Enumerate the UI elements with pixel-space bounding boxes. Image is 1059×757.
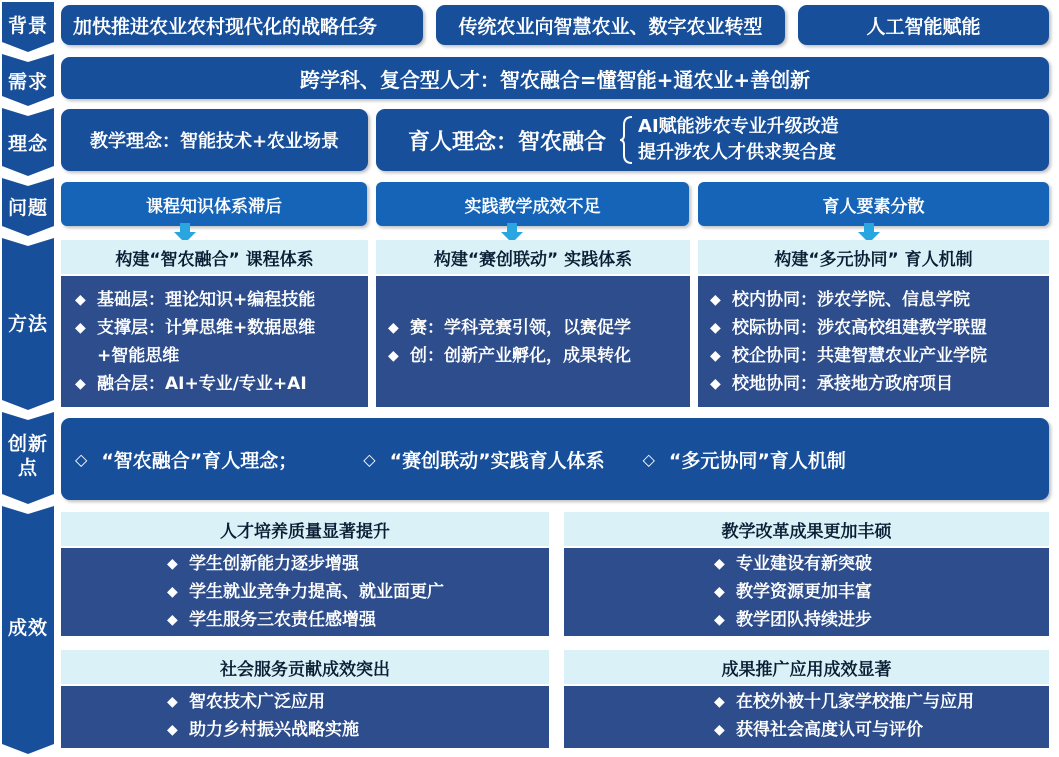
sidebar-label-outcome: 成效 xyxy=(7,617,48,639)
problem-box-1 xyxy=(61,182,367,226)
method-title-1 xyxy=(61,240,368,274)
outcome-item-text: 智农技术广泛应用 xyxy=(189,692,325,712)
problem-text-2: 实践教学成效不足 xyxy=(464,196,601,217)
method-item xyxy=(710,286,1049,314)
education-concept-text: 育人理念：智农融合 xyxy=(408,129,607,155)
sidebar-label-problem: 问题 xyxy=(7,197,48,219)
method-title-text-1: 构建“智农融合” 课程体系 xyxy=(115,249,314,270)
method-item xyxy=(388,342,690,370)
diamond-bullet-icon: ◆ xyxy=(710,292,721,308)
hollow-diamond-icon: ◇ xyxy=(642,449,655,469)
method-title-2 xyxy=(376,240,690,274)
diamond-bullet-icon: ◆ xyxy=(167,694,178,710)
innovation-box xyxy=(61,418,1049,500)
outcome-item xyxy=(714,578,1049,606)
sidebar-label-innovation: 创新点 xyxy=(8,433,49,479)
method-item xyxy=(75,286,368,314)
education-concept-sub-1: AI赋能涉农专业升级改造 xyxy=(638,116,839,137)
diamond-bullet-icon: ◆ xyxy=(167,722,178,738)
problem-text-3: 育人要素分散 xyxy=(822,196,925,217)
diamond-bullet-icon: ◆ xyxy=(75,292,86,308)
background-text-2: 传统农业向智慧农业、数字农业转型 xyxy=(458,15,763,38)
diamond-bullet-icon: ◆ xyxy=(714,722,725,738)
method-item-text: 支撑层：计算思维+数据思维 xyxy=(97,318,316,338)
background-box-3 xyxy=(798,5,1049,45)
outcome-item xyxy=(167,578,549,606)
method-body-2 xyxy=(376,276,690,407)
sidebar-label-concept: 理念 xyxy=(7,133,48,155)
innovation-item-1: “智农融合”育人理念； xyxy=(101,449,298,472)
outcome-body-4 xyxy=(564,686,1049,748)
sidebar-label-method: 方法 xyxy=(7,313,48,335)
diamond-bullet-icon: ◆ xyxy=(710,376,721,392)
sidebar-demand xyxy=(2,54,54,106)
method-item xyxy=(710,370,1049,398)
outcome-body-1 xyxy=(61,548,549,636)
outcome-body-2 xyxy=(564,548,1049,636)
outcome-item-text: 专业建设有新突破 xyxy=(736,554,872,574)
diamond-bullet-icon: ◆ xyxy=(714,694,725,710)
outcome-item-text: 学生就业竞争力提高、就业面更广 xyxy=(189,582,444,602)
sidebar-label-demand: 需求 xyxy=(7,71,48,93)
diamond-bullet-icon: ◆ xyxy=(388,348,399,364)
sidebar-background xyxy=(2,2,54,52)
diamond-bullet-icon: ◆ xyxy=(167,612,178,628)
method-item-text: +智能思维 xyxy=(97,346,180,366)
background-box-2 xyxy=(436,5,785,45)
outcome-item-text: 教学团队持续进步 xyxy=(736,610,872,630)
diamond-bullet-icon: ◆ xyxy=(388,320,399,336)
method-body-3 xyxy=(698,276,1049,407)
teaching-concept-box xyxy=(61,109,368,171)
brace-icon xyxy=(620,115,634,165)
outcome-item xyxy=(167,716,549,744)
problem-box-2 xyxy=(376,182,689,226)
method-title-text-2: 构建“赛创联动” 实践体系 xyxy=(433,249,633,270)
diamond-bullet-icon: ◆ xyxy=(710,320,721,336)
outcome-item xyxy=(167,688,549,716)
diamond-bullet-icon: ◆ xyxy=(167,584,178,600)
outcome-title-text-4: 成果推广应用成效显著 xyxy=(721,659,892,680)
method-item-text: 赛：学科竞赛引领，以赛促学 xyxy=(410,318,631,338)
outcome-title-text-2: 教学改革成果更加丰硕 xyxy=(721,521,892,542)
education-concept-sub-2: 提升涉农人才供求契合度 xyxy=(638,142,837,163)
method-item xyxy=(710,342,1049,370)
outcome-title-1 xyxy=(61,512,549,546)
outcome-item-text: 助力乡村振兴战略实施 xyxy=(189,720,359,740)
outcome-item-text: 在校外被十几家学校推广与应用 xyxy=(736,692,974,712)
innovation-item-2: “赛创联动”实践育人体系 xyxy=(389,449,605,472)
diamond-bullet-icon: ◆ xyxy=(75,376,86,392)
outcome-item-text: 学生创新能力逐步增强 xyxy=(189,554,359,574)
method-item-text: 基础层：理论知识+编程技能 xyxy=(97,290,316,310)
diamond-bullet-icon: ◆ xyxy=(714,556,725,572)
outcome-item-text: 获得社会高度认可与评价 xyxy=(736,720,923,740)
outcome-title-3 xyxy=(61,650,549,684)
diamond-bullet-icon: ◆ xyxy=(714,612,725,628)
method-item-text: 创：创新产业孵化，成果转化 xyxy=(410,346,631,366)
problem-box-3 xyxy=(698,182,1049,226)
innovation-item-3: “多元协同”育人机制 xyxy=(668,449,846,472)
method-item-text: 校地协同：承接地方政府项目 xyxy=(732,374,953,394)
diamond-bullet-icon: ◆ xyxy=(710,348,721,364)
demand-box xyxy=(61,57,1049,99)
education-concept-box xyxy=(376,109,1049,171)
method-item-text: 校内协同：涉农学院、信息学院 xyxy=(732,290,970,310)
outcome-item-text: 教学资源更加丰富 xyxy=(736,582,872,602)
method-title-3 xyxy=(698,240,1049,274)
sidebar-innovation xyxy=(2,412,54,504)
method-item-continuation xyxy=(75,342,368,370)
method-body-1 xyxy=(61,276,368,407)
hollow-diamond-icon: ◇ xyxy=(363,449,376,469)
outcome-item xyxy=(714,606,1049,634)
background-box-1 xyxy=(61,5,423,45)
outcome-title-text-1: 人才培养质量显著提升 xyxy=(220,521,390,542)
background-text-3: 人工智能赋能 xyxy=(866,15,981,38)
method-item xyxy=(710,314,1049,342)
method-item-text: 校际协同：涉农高校组建教学联盟 xyxy=(732,318,987,338)
hollow-diamond-icon: ◇ xyxy=(75,449,88,469)
method-item-text: 融合层：AI+专业/专业+AI xyxy=(97,374,307,394)
outcome-item-text: 学生服务三农责任感增强 xyxy=(189,610,376,630)
sidebar-label-background: 背景 xyxy=(7,15,48,37)
diamond-bullet-icon: ◆ xyxy=(167,556,178,572)
outcome-title-2 xyxy=(564,512,1049,546)
background-text-1: 加快推进农业农村现代化的战略任务 xyxy=(73,15,378,38)
outcome-item xyxy=(714,550,1049,578)
outcome-title-text-3: 社会服务贡献成效突出 xyxy=(220,659,390,680)
method-item-text: 校企协同：共建智慧农业产业学院 xyxy=(732,346,987,366)
diamond-bullet-icon: ◆ xyxy=(714,584,725,600)
method-item xyxy=(388,314,690,342)
sidebar-problem xyxy=(2,178,54,236)
method-title-text-3: 构建“多元协同” 育人机制 xyxy=(774,249,973,270)
method-item xyxy=(75,370,368,398)
sidebar-outcome xyxy=(2,506,54,754)
outcome-item xyxy=(167,550,549,578)
outcome-item xyxy=(167,606,549,634)
sidebar-method xyxy=(2,238,54,410)
demand-text: 跨学科、复合型人才：智农融合=懂智能+通农业+善创新 xyxy=(299,67,811,92)
outcome-item xyxy=(714,688,1049,716)
teaching-concept-text: 教学理念：智能技术+农业场景 xyxy=(89,131,340,152)
problem-text-1: 课程知识体系滞后 xyxy=(146,196,282,217)
outcome-body-3 xyxy=(61,686,549,748)
method-item xyxy=(75,314,368,342)
sidebar-concept xyxy=(2,108,54,176)
diamond-bullet-icon: ◆ xyxy=(75,320,86,336)
outcome-title-4 xyxy=(564,650,1049,684)
education-concept-sub xyxy=(638,114,839,166)
outcome-item xyxy=(714,716,1049,744)
